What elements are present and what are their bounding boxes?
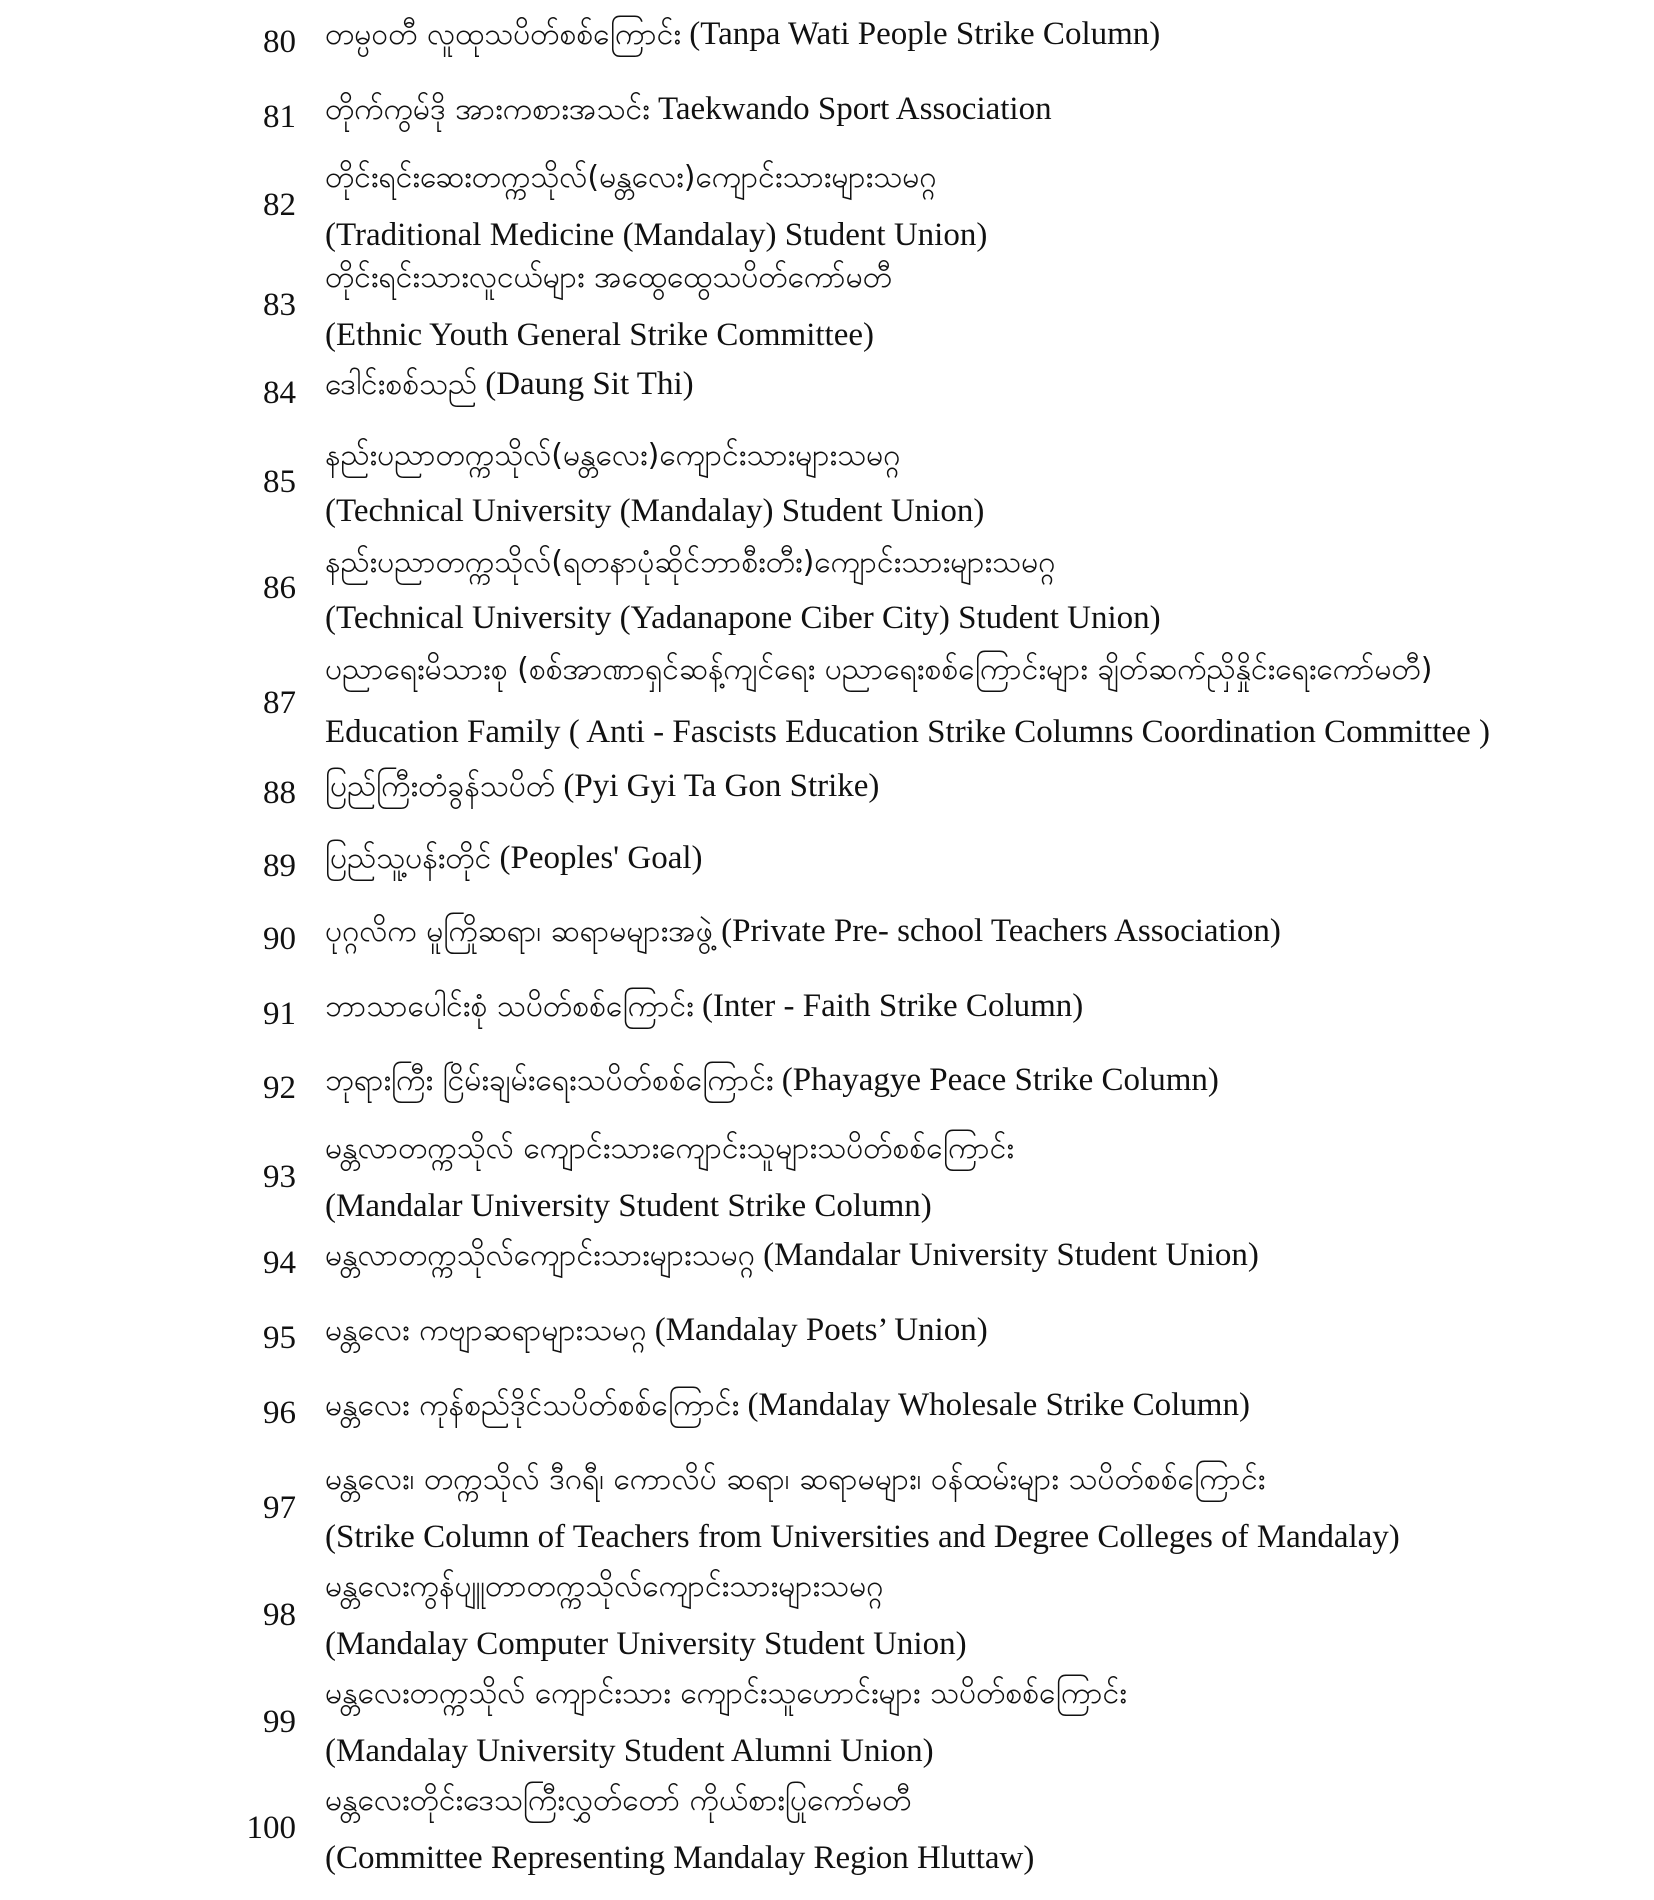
entry-myanmar: မန္တလေးကွန်ပျူတာတက္ကသိုလ်ကျောင်းသားများသမဂ္ဂ: [325, 1569, 884, 1604]
entry-text: [325, 1385, 1250, 1426]
entry-text: [325, 911, 1281, 952]
entry-english: (Technical University (Mandalay) Student Union): [325, 493, 985, 529]
entry-english: (Mandalar University Student Union): [763, 1237, 1259, 1273]
entry-myanmar: ဒေါင်းစစ်သည်: [325, 367, 477, 402]
entry-text: [325, 14, 1160, 55]
entry-english: (Inter - Faith Strike Column): [702, 988, 1084, 1024]
entry-number: 86: [263, 570, 296, 606]
entry-number: 82: [263, 187, 296, 223]
entry-number: 99: [263, 1704, 296, 1740]
entry-english: (Technical University (Yadanapone Ciber City) Student Union): [325, 600, 1161, 636]
entry-myanmar: တိုင်းရင်းဆေးတက္ကသိုလ်(မန္တလေး)ကျောင်းသားများသမဂ္ဂ: [325, 160, 937, 195]
entry-number: 98: [263, 1597, 296, 1633]
entry-number: 90: [263, 921, 296, 957]
entry-english: (Mandalay Poets’ Union): [654, 1312, 988, 1348]
entry-myanmar: တမ္ပဝတီ လူထုသပိတ်စစ်ကြောင်း: [325, 17, 682, 52]
entry-myanmar: မန္တလာတက္ကသိုလ် ကျောင်းသားကျောင်းသူများသပိတ်စစ်ကြောင်း: [325, 1131, 1015, 1166]
entry-myanmar: မန္တလေး ကုန်စည်ဒိုင်သပိတ်စစ်ကြောင်း: [325, 1388, 740, 1423]
entry-number: 100: [246, 1810, 296, 1846]
entry-english: (Traditional Medicine (Mandalay) Student Union): [325, 217, 988, 253]
entry-number: 94: [263, 1245, 296, 1281]
entry-number: 85: [263, 464, 296, 500]
entry-number: 80: [263, 24, 296, 60]
entry-myanmar: နည်းပညာတက္ကသိုလ်(ရတနာပုံဆိုင်ဘာစီးတီး)ကျောင်းသားများသမဂ္ဂ: [325, 545, 1056, 580]
entry-text: [325, 1060, 1219, 1101]
entry-myanmar: တိုင်းရင်းသားလူငယ်များ အထွေထွေသပိတ်ကော်မတီ: [325, 260, 892, 295]
entry-number: 95: [263, 1320, 296, 1356]
entry-myanmar: ပုဂ္ဂလိက မူကြိုဆရာ၊ ဆရာမများအဖွဲ့: [325, 914, 713, 949]
entry-english: (Mandalay Wholesale Strike Column): [747, 1387, 1250, 1423]
entry-number: 83: [263, 287, 296, 323]
entry-myanmar: မန္တလေး၊ တက္ကသိုလ် ဒီဂရီ၊ ကောလိပ် ဆရာ၊ ဆရာမများ၊ ဝန်ထမ်းများ သပိတ်စစ်ကြောင်း: [325, 1462, 1266, 1497]
entry-myanmar: မန္တလေး ကဗျာဆရာများသမဂ္ဂ: [325, 1313, 647, 1348]
entry-english: Taekwando Sport Association: [657, 91, 1052, 127]
entry-english: (Mandalar University Student Strike Column): [325, 1188, 932, 1224]
entry-english: Education Family ( Anti - Fascists Education Strike Columns Coordination Committee ): [325, 714, 1490, 750]
entry-number: 89: [263, 848, 296, 884]
entry-text: [325, 838, 703, 879]
entry-myanmar: တိုက်ကွမ်ဒို အားကစားအသင်း: [325, 92, 650, 127]
entry-english: (Committee Representing Mandalay Region Hluttaw): [325, 1840, 1035, 1876]
entry-text: [325, 766, 879, 807]
entry-english: (Phayagye Peace Strike Column): [781, 1062, 1219, 1098]
entry-text: [325, 986, 1083, 1027]
entry-myanmar: မန္တလေးတက္ကသိုလ် ကျောင်းသား ကျောင်းသူဟောင်းများ သပိတ်စစ်ကြောင်း: [325, 1676, 1127, 1711]
entry-english: (Private Pre- school Teachers Association): [721, 913, 1281, 949]
entry-myanmar: ဘာသာပေါင်းစုံ သပိတ်စစ်ကြောင်း: [325, 989, 694, 1024]
entry-myanmar: မန္တလေးတိုင်းဒေသကြီးလွှတ်တော် ကိုယ်စားပြုကော်မတီ: [325, 1783, 912, 1818]
entry-myanmar: ပြည်ကြီးတံခွန်သပိတ်: [325, 769, 556, 804]
entry-myanmar: ပြည်သူ့ပန်းတိုင်: [325, 841, 492, 876]
entry-number: 92: [263, 1070, 296, 1106]
entry-number: 84: [263, 375, 296, 411]
entry-english: (Ethnic Youth General Strike Committee): [325, 317, 874, 353]
entry-myanmar: မန္တလာတက္ကသိုလ်ကျောင်းသားများသမဂ္ဂ: [325, 1238, 755, 1273]
entry-text: [325, 364, 694, 405]
entry-english: (Mandalay University Student Alumni Union): [325, 1733, 934, 1769]
entry-english: (Daung Sit Thi): [485, 366, 694, 402]
entry-myanmar: ဘုရားကြီး ငြိမ်းချမ်းရေးသပိတ်စစ်ကြောင်း: [325, 1063, 774, 1098]
entry-english: (Peoples' Goal): [499, 840, 703, 876]
entry-english: (Strike Column of Teachers from Universities and Degree Colleges of Mandalay): [325, 1519, 1400, 1555]
entry-number: 96: [263, 1395, 296, 1431]
entry-number: 81: [263, 99, 296, 135]
entry-number: 91: [263, 996, 296, 1032]
entry-myanmar: ပညာရေးမိသားစု (စစ်အာဏာရှင်ဆန့်ကျင်ရေး ပညာရေးစစ်ကြောင်းများ ချိတ်ဆက်ညှိနှိုင်းရေးကော်မတီ): [325, 652, 1433, 687]
entry-number: 87: [263, 685, 296, 721]
entry-text: [325, 1310, 988, 1351]
entry-number: 93: [263, 1159, 296, 1195]
entry-number: 97: [263, 1490, 296, 1526]
entry-english: (Tanpa Wati People Strike Column): [689, 16, 1161, 52]
entry-text: [325, 89, 1052, 130]
entry-number: 88: [263, 775, 296, 811]
entry-english: (Mandalay Computer University Student Union): [325, 1626, 967, 1662]
entry-english: (Pyi Gyi Ta Gon Strike): [563, 768, 880, 804]
entry-text: [325, 1235, 1259, 1276]
entry-myanmar: နည်းပညာတက္ကသိုလ်(မန္တလေး)ကျောင်းသားများသမဂ္ဂ: [325, 438, 901, 473]
